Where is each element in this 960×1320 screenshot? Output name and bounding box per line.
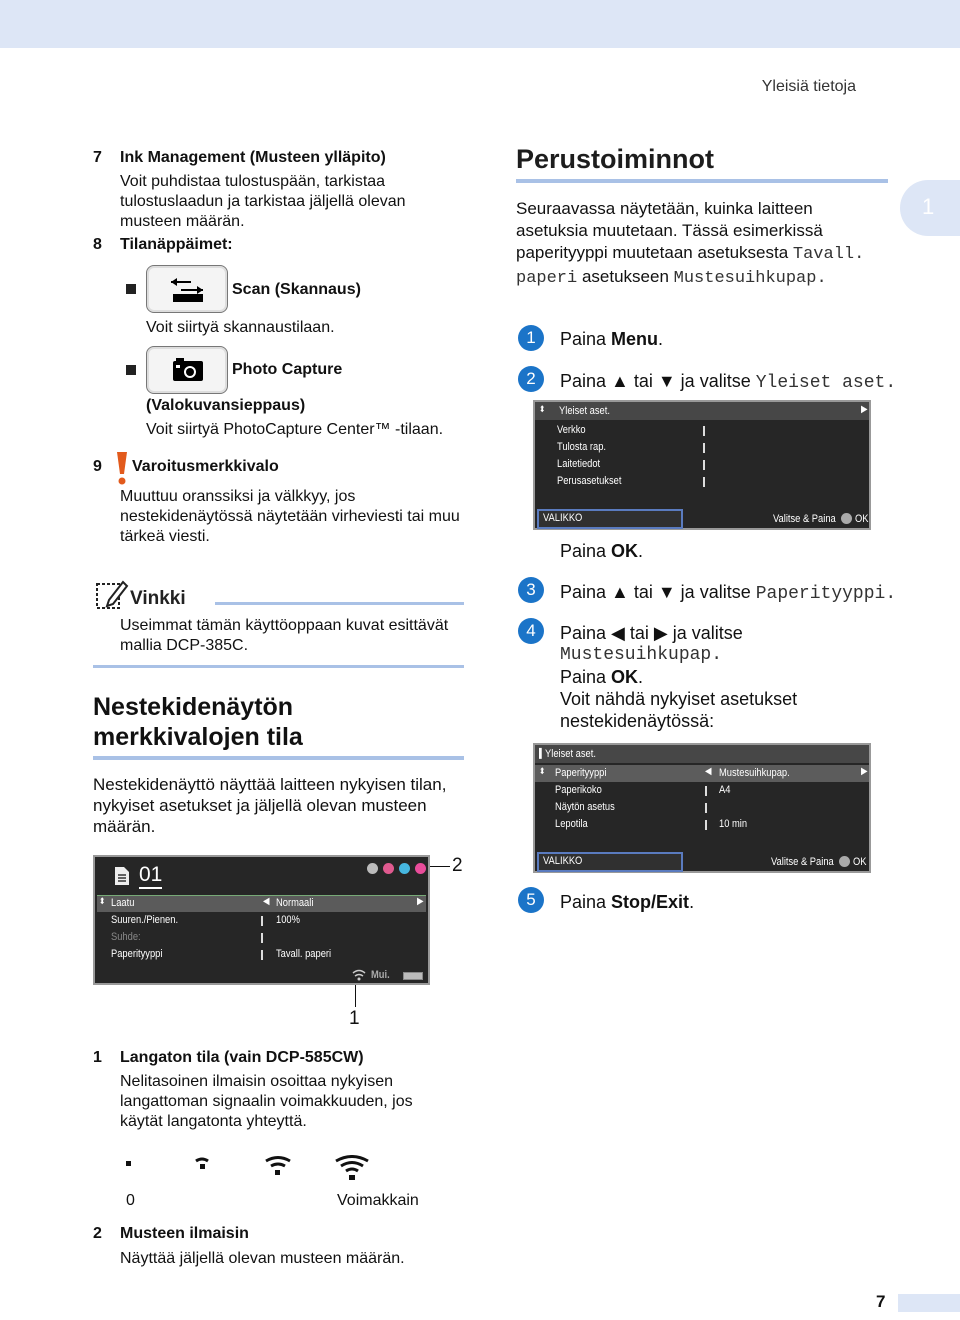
- legend-1-desc: Nelitasoinen ilmaisin osoittaa nykyisen langattoman signaalin voimakkuuden, jos käytät langatonta yhteyttä.: [120, 1073, 413, 1130]
- setting-value: Mustesuihkupap.: [719, 767, 790, 779]
- updown-icon: ⬍: [539, 766, 546, 776]
- menu-key-label: Menu: [611, 329, 659, 349]
- scan-button-image: [146, 265, 228, 313]
- warning-light-icon: [114, 450, 130, 486]
- photo-capture-button-image: [146, 346, 228, 394]
- divider: [261, 933, 263, 943]
- step-1-marker: 1: [518, 325, 544, 351]
- legend-2-number: 2: [93, 1225, 102, 1242]
- section-title-line-1: Nestekidenäytön: [93, 693, 294, 721]
- lcd-screen-general-settings: [533, 400, 871, 530]
- step-2b-text: [560, 540, 643, 562]
- signal-max-label: Voimakkain: [337, 1192, 419, 1209]
- item-7-number: 7: [93, 149, 102, 166]
- lcd-row-label: Laatu: [111, 897, 135, 909]
- item-7-title: Ink Management (Musteen ylläpito): [120, 149, 386, 166]
- ok-key-label: OK: [611, 667, 639, 687]
- step-1-text: [560, 328, 663, 350]
- legend-1-number: 1: [93, 1049, 102, 1066]
- step-2-marker: 2: [518, 366, 544, 392]
- scan-desc: Voit siirtyä skannaustilaan.: [146, 319, 335, 336]
- signal-min-label: 0: [126, 1192, 135, 1209]
- lcd-row-label: Paperityyppi: [111, 948, 163, 960]
- step-3-option: Paperityyppi.: [755, 584, 897, 604]
- ok-label: OK: [855, 513, 869, 525]
- setting-label: Paperikoko: [555, 784, 602, 796]
- menu-item: Verkko: [557, 424, 586, 436]
- signal-strength-icons: [122, 1155, 372, 1183]
- menu-item: Perusasetukset: [557, 475, 622, 487]
- header-band: [0, 0, 960, 48]
- section-text: Nestekidenäyttö näyttää laitteen nykyisen tilan, nykyiset asetukset ja jäljellä olevan musteen määrän.: [93, 775, 447, 836]
- item-9-desc: Muuttuu oranssiksi ja välkkyy, jos nestekidenäytössä näytetään virheviesti tai muu tärkeä viesti.: [120, 488, 460, 545]
- lcd-row-value: Normaali: [276, 897, 314, 909]
- menu-button: [537, 509, 683, 529]
- copy-counter: 01: [139, 863, 162, 889]
- legend-1-title: Langaton tila (vain DCP-585CW): [120, 1049, 364, 1066]
- divider: [705, 820, 707, 830]
- callout-2: 2: [452, 855, 463, 876]
- menu-label: VALIKKO: [543, 855, 583, 867]
- tip-title: Vinkki: [130, 588, 186, 609]
- menu-label: VALIKKO: [543, 512, 583, 524]
- bullet: [126, 365, 136, 375]
- step-5-text: [560, 891, 694, 913]
- item-7-desc: Voit puhdistaa tulostuspään, tarkistaa tulostuslaadun ja tarkistaa jäljellä olevan musteen määrän.: [120, 173, 406, 230]
- step-4-marker: 4: [518, 618, 544, 644]
- right-heading: Perustoiminnot: [516, 144, 715, 174]
- step-4-ok-post: .: [638, 667, 644, 687]
- page-tab: [898, 1294, 960, 1312]
- ok-label: OK: [853, 856, 867, 868]
- intro-mono-1: Tavall. paperi: [516, 245, 865, 288]
- intro-text-1: Seuraavassa näytetään, kuinka laitteen asetuksia muutetaan. Tässä esimerkissä paperityyppi muutetaan asetuksesta: [516, 199, 823, 262]
- step-4-ok: [560, 666, 880, 688]
- screen-title: Yleiset aset.: [559, 405, 610, 417]
- step-5-pre: Paina: [560, 892, 612, 912]
- divider: [703, 443, 705, 453]
- signal-level-3-icon: [336, 1157, 368, 1181]
- photo-label: Photo Capture: [232, 361, 343, 378]
- setting-label: Paperityyppi: [555, 767, 607, 779]
- left-arrow-icon: ◀: [263, 896, 270, 907]
- step-4-ok-pre: Paina: [560, 667, 612, 687]
- ink-cyan-dot: [399, 863, 410, 874]
- photo-desc: Voit siirtyä PhotoCapture Center™ -tilaan.: [146, 421, 444, 438]
- step-5-marker: 5: [518, 887, 544, 913]
- intro: [516, 198, 886, 290]
- step-2b-pre: Paina: [560, 541, 612, 561]
- setting-label: Lepotila: [555, 818, 588, 830]
- camera-icon: [147, 347, 227, 393]
- tip-text: Useimmat tämän käyttöoppaan kuvat esittävät mallia DCP-385C.: [120, 617, 449, 654]
- step-5-post: .: [689, 892, 695, 912]
- callout-1: 1: [349, 1008, 360, 1029]
- photo-label-2: (Valokuvansieppaus): [146, 397, 306, 414]
- section-title: [93, 692, 303, 752]
- intro-text-2: asetukseen: [581, 267, 669, 286]
- right-arrow-icon: ▶: [861, 404, 868, 415]
- updown-icon: ⬍: [99, 896, 106, 906]
- ok-key-label: OK: [611, 541, 639, 561]
- item-9-title: Varoitusmerkkivalo: [132, 458, 279, 475]
- callout-line-2: [430, 866, 450, 867]
- menu-item: Laitetiedot: [557, 458, 601, 470]
- step-2b-post: .: [638, 541, 644, 561]
- divider: [261, 950, 263, 960]
- divider: [703, 477, 705, 487]
- legend-2-desc: Näyttää jäljellä olevan musteen määrän.: [120, 1250, 405, 1267]
- divider: [261, 916, 263, 926]
- lcd-row-highlight: [97, 895, 426, 912]
- step-1-pre: Paina: [560, 329, 612, 349]
- chapter-tab: [900, 180, 960, 236]
- setting-value: A4: [719, 784, 731, 796]
- divider: [705, 803, 707, 813]
- bullet: [126, 284, 136, 294]
- menu-button: [537, 852, 683, 872]
- divider: [703, 426, 705, 436]
- step-3-text: [560, 581, 896, 605]
- divider: [703, 460, 705, 470]
- item-9-number: 9: [93, 458, 102, 475]
- chapter-number: 1: [922, 194, 935, 219]
- step-2-text: [560, 370, 896, 394]
- divider: [705, 786, 707, 796]
- wifi-status-text: Mui.: [371, 969, 390, 981]
- wifi-icon: [351, 968, 367, 982]
- scroll-indicator-icon: ▌: [539, 748, 545, 758]
- copy-icon: [113, 865, 131, 887]
- ink-pink-dot: [415, 863, 426, 874]
- signal-level-2-icon: [266, 1158, 290, 1176]
- left-arrow-icon: ◀: [705, 766, 712, 777]
- step-4-text: [560, 622, 880, 732]
- scan-icon: [147, 266, 227, 312]
- tip-rule: [215, 602, 464, 605]
- signal-level-1-icon: [196, 1159, 208, 1169]
- signal-level-0-icon: [126, 1161, 131, 1166]
- select-press-hint: Valitse & Paina: [771, 856, 834, 868]
- setting-label: Näytön asetus: [555, 801, 615, 813]
- right-arrow-icon: ▶: [417, 896, 424, 907]
- item-8-title: Tilanäppäimet:: [120, 236, 233, 253]
- right-arrow-icon: ▶: [861, 766, 868, 777]
- ink-magenta-dot: [383, 863, 394, 874]
- note-pencil-icon: [95, 578, 129, 610]
- intro-mono-2: Mustesuihkupap.: [673, 269, 827, 288]
- lcd-row-label: Suhde:: [111, 931, 141, 943]
- menu-item: Tulosta rap.: [557, 441, 607, 453]
- running-header: Yleisiä tietoja: [761, 78, 856, 95]
- ok-button-icon: [839, 856, 850, 867]
- ink-black-dot: [367, 863, 378, 874]
- setting-value: 10 min: [719, 818, 748, 830]
- page-number: 7: [876, 1292, 886, 1311]
- step-3-pre: Paina ▲ tai ▼ ja valitse: [560, 582, 756, 602]
- step-4-option: Mustesuihkupap.: [560, 645, 723, 665]
- lcd-row-value: 100%: [276, 914, 300, 926]
- step-4-pre: Paina ◀ tai ▶ ja valitse: [560, 623, 743, 643]
- step-3-marker: 3: [518, 577, 544, 603]
- tip-bottom-rule: [93, 665, 464, 668]
- screen-title: Yleiset aset.: [545, 748, 596, 760]
- step-2-pre: Paina ▲ tai ▼ ja valitse: [560, 371, 756, 391]
- select-press-hint: Valitse & Paina: [773, 513, 836, 525]
- right-heading-rule: [516, 179, 888, 183]
- memory-bar: [403, 972, 423, 980]
- lcd-screen-paper-type: [533, 743, 871, 873]
- item-8-number: 8: [93, 236, 102, 253]
- lcd-row-value: Tavall. paperi: [276, 948, 332, 960]
- lcd-row-label: Suuren./Pienen.: [111, 914, 179, 926]
- section-title-line-2: merkkivalojen tila: [93, 723, 303, 751]
- updown-icon: ⬍: [539, 404, 546, 414]
- lcd-panel: [93, 855, 430, 985]
- callout-line-1: [355, 985, 356, 1007]
- stop-exit-key-label: Stop/Exit: [611, 892, 690, 912]
- legend-2-title: Musteen ilmaisin: [120, 1225, 249, 1242]
- step-1-post: .: [658, 329, 664, 349]
- step-2-option: Yleiset aset.: [755, 373, 897, 393]
- scan-label: Scan (Skannaus): [232, 281, 361, 298]
- section-rule: [93, 756, 464, 760]
- ok-button-icon: [841, 513, 852, 524]
- step-4-desc: Voit nähdä nykyiset asetukset nestekidenäytössä:: [560, 689, 798, 731]
